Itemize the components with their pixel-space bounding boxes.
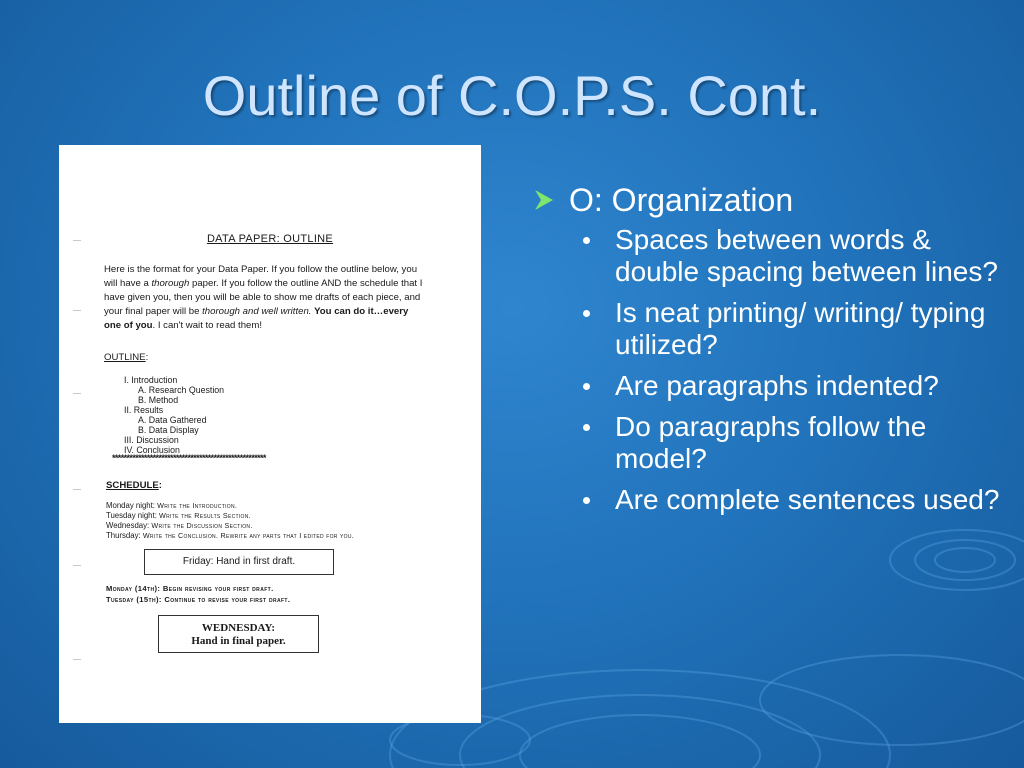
dot-bullet-icon [583, 383, 590, 390]
arrow-bullet-icon [533, 188, 555, 212]
outline-item: III. Discussion [124, 435, 179, 445]
outline-item: IV. Conclusion [124, 445, 180, 455]
outline-heading: OUTLINE: [104, 352, 149, 363]
bullet-heading [533, 180, 1013, 220]
intro-strong: You can do it…every one of you [104, 306, 409, 331]
scan-mark [73, 659, 81, 660]
scan-mark [73, 489, 81, 490]
revision-date-item: Monday (14th): Begin revising your first draft. [106, 584, 274, 593]
separator-line: ***************************************************** [112, 453, 266, 463]
sub-bullet-list [533, 224, 1013, 516]
dot-bullet-icon [583, 497, 590, 504]
schedule-list [106, 501, 426, 541]
intro-emphasis: thorough and well written. [202, 306, 312, 317]
revision-dates [106, 583, 436, 605]
bullet-list [533, 180, 1013, 525]
bullet-heading-text: O: Organization [569, 182, 794, 218]
schedule-heading: SCHEDULE: [106, 480, 162, 491]
intro-emphasis: thorough [151, 278, 190, 289]
scan-mark [73, 310, 81, 311]
sub-bullet-item: Do paragraphs follow the model? [580, 411, 1013, 475]
document-title: DATA PAPER: OUTLINE [206, 233, 334, 245]
outline-item: A. Research Question [138, 385, 225, 395]
schedule-item: Monday night: Write the Introduction. [106, 501, 238, 510]
intro-text: Here is the format for your Data Paper. If you follow the outline below, you will have a [104, 264, 418, 289]
outline-item: B. Method [138, 395, 179, 405]
schedule-item: Tuesday night: Write the Results Section. [106, 511, 251, 520]
schedule-item: Wednesday: Write the Discussion Section. [106, 521, 253, 530]
outline-item: II. Results [124, 405, 164, 415]
schedule-item: Thursday: Write the Conclusion. Rewrite any parts that I edited for you. [106, 531, 355, 540]
dot-bullet-icon [583, 237, 590, 244]
revision-date-item: Tuesday (15th): Continue to revise your first draft. [106, 595, 291, 604]
outline-list [124, 375, 224, 455]
sub-bullet-item: Is neat printing/ writing/ typing utilized? [580, 297, 1013, 361]
outline-item: A. Data Gathered [138, 415, 207, 425]
intro-text: . I can't wait to read them! [152, 320, 263, 331]
sub-bullet-item: Spaces between words & double spacing between lines? [580, 224, 1013, 288]
final-paper-box [158, 615, 319, 653]
intro-text: paper. If you follow the outline AND the schedule that I have given you, then you will be able to show me drafts of each piece, and your final paper will be [104, 278, 423, 317]
scan-mark [73, 393, 81, 394]
document-intro [104, 263, 424, 333]
dot-bullet-icon [583, 424, 590, 431]
sub-bullet-item: Are paragraphs indented? [580, 370, 1013, 402]
dot-bullet-icon [583, 310, 590, 317]
final-box-line: WEDNESDAY: [201, 622, 276, 634]
outline-item: I. Introduction [124, 375, 178, 385]
slide-title: Outline of C.O.P.S. Cont. [202, 64, 822, 127]
final-box-line: Hand in final paper. [191, 635, 286, 647]
scanned-outline-document [59, 145, 481, 723]
friday-draft-box: Friday: Hand in first draft. [144, 549, 334, 575]
outline-item: B. Data Display [138, 425, 199, 435]
scan-mark [73, 565, 81, 566]
sub-bullet-item: Are complete sentences used? [580, 484, 1013, 516]
